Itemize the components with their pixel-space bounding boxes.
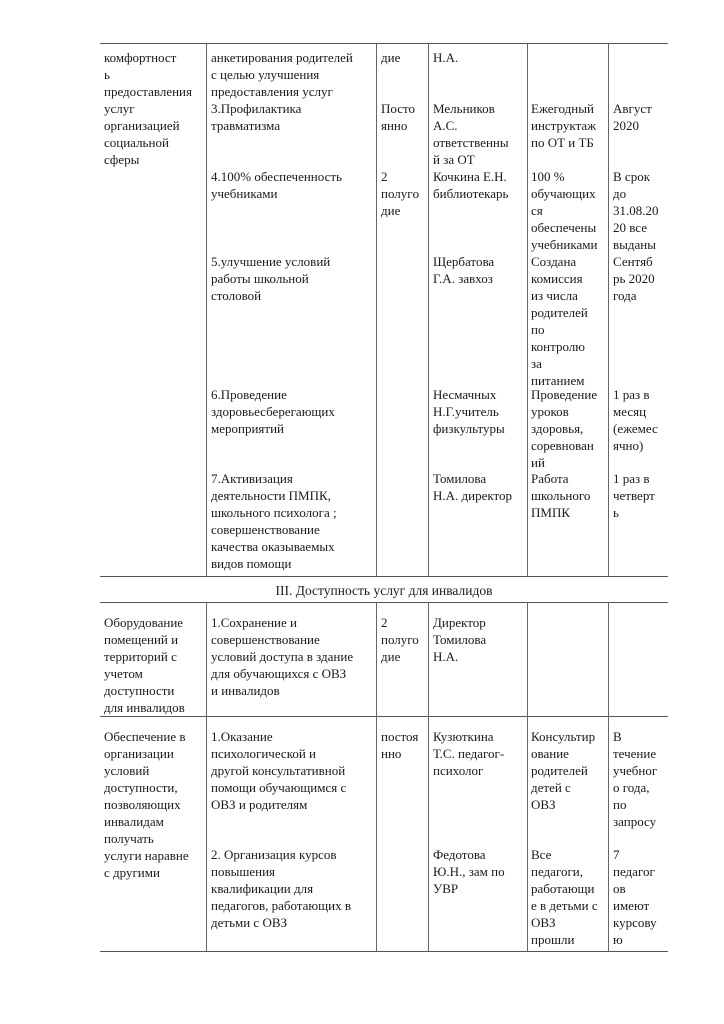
measure-cell: 5.улучшение условий работы школьной столовой (211, 254, 331, 303)
column-divider (376, 602, 377, 951)
result-cell: Все педагоги, работающи е в детьми с ОВЗ прошли (531, 847, 598, 947)
table-rule (100, 716, 668, 717)
date-cell: 1 раз в четверт ь (613, 471, 655, 520)
deadline-cell: 2 полуго дие (381, 615, 419, 664)
column-divider (527, 602, 528, 951)
date-cell: Август 2020 (613, 101, 652, 133)
responsible-cell: Кузюткина Т.С. педагог- психолог (433, 729, 505, 778)
result-cell: Проведение уроков здоровья, соревнован ий (531, 387, 598, 470)
responsible-cell: Н.А. (433, 50, 459, 65)
date-cell: В течение учебног о года, по запросу (613, 729, 658, 829)
table-rule (100, 576, 668, 577)
responsible-cell: Директор Томилова Н.А. (433, 615, 487, 664)
date-cell: 7 педагог ов имеют курсову ю (613, 847, 657, 947)
result-cell: Ежегодный инструктаж по ОТ и ТБ (531, 101, 597, 150)
measure-cell: 7.Активизация деятельности ПМПК, школьного психолога ; совершенствование качества оказываемых видов помощи (211, 471, 337, 571)
responsible-cell: Томилова Н.А. директор (433, 471, 513, 503)
column-divider (206, 43, 207, 576)
date-cell: 1 раз в месяц (ежемес ячно) (613, 387, 658, 453)
responsible-cell: Федотова Ю.Н., зам по УВР (433, 847, 505, 896)
section-heading: III. Доступность услуг для инвалидов (275, 583, 493, 598)
criterion-cell: Оборудование помещений и территорий с учетом доступности для инвалидов (104, 615, 185, 715)
responsible-cell: Кочкина Е.Н. библиотекарь (433, 169, 509, 201)
responsible-cell: Мельников А.С. ответственны й за ОТ (433, 101, 509, 167)
table-rule (100, 602, 668, 603)
measure-cell: 2. Организация курсов повышения квалификации для педагогов, работающих в детьми с ОВЗ (211, 847, 351, 930)
result-cell: 100 % обучающих ся обеспечены учебниками (531, 169, 598, 252)
deadline-cell: дие (381, 50, 401, 65)
result-cell: Работа школьного ПМПК (531, 471, 591, 520)
measure-cell: 4.100% обеспеченность учебниками (211, 169, 342, 201)
result-cell: Создана комиссия из числа родителей по контролю за питанием (531, 254, 588, 388)
criterion-cell: комфортност ь предоставления услуг организацией социальной сферы (104, 50, 192, 167)
column-divider (206, 602, 207, 951)
measure-cell: 1.Оказание психологической и другой консультативной помощи обучающимся с ОВЗ и родителям (211, 729, 347, 812)
table-bottom-rule (100, 951, 668, 952)
result-cell: Консультир ование родителей детей с ОВЗ (531, 729, 596, 812)
measure-cell: анкетирования родителей с целью улучшения предоставления услуг (211, 50, 353, 99)
measure-cell: 1.Сохранение и совершенствование условий доступа в здание для обучающихся с ОВЗ и инвалидов (211, 615, 354, 698)
measure-cell: 3.Профилактика травматизма (211, 101, 302, 133)
column-divider (428, 602, 429, 951)
column-divider (608, 43, 609, 576)
responsible-cell: Несмачных Н.Г.учитель физкультуры (433, 387, 505, 436)
criterion-cell: Обеспечение в организации условий доступности, позволяющих инвалидам получать услуги наравне с другими (104, 729, 189, 880)
measure-cell: 6.Проведение здоровьесберегающих мероприятий (211, 387, 335, 436)
responsible-cell: Щербатова Г.А. завхоз (433, 254, 495, 286)
column-divider (527, 43, 528, 576)
column-divider (376, 43, 377, 576)
deadline-cell: 2 полугo дие (381, 169, 420, 218)
column-divider (428, 43, 429, 576)
deadline-cell: Посто янно (381, 101, 415, 133)
deadline-cell: постоя нно (381, 729, 419, 761)
date-cell: В срок до 31.08.20 20 все выданы (613, 169, 659, 252)
date-cell: Сентяб рь 2020 года (613, 254, 655, 303)
table-top-rule (100, 43, 668, 44)
column-divider (608, 602, 609, 951)
